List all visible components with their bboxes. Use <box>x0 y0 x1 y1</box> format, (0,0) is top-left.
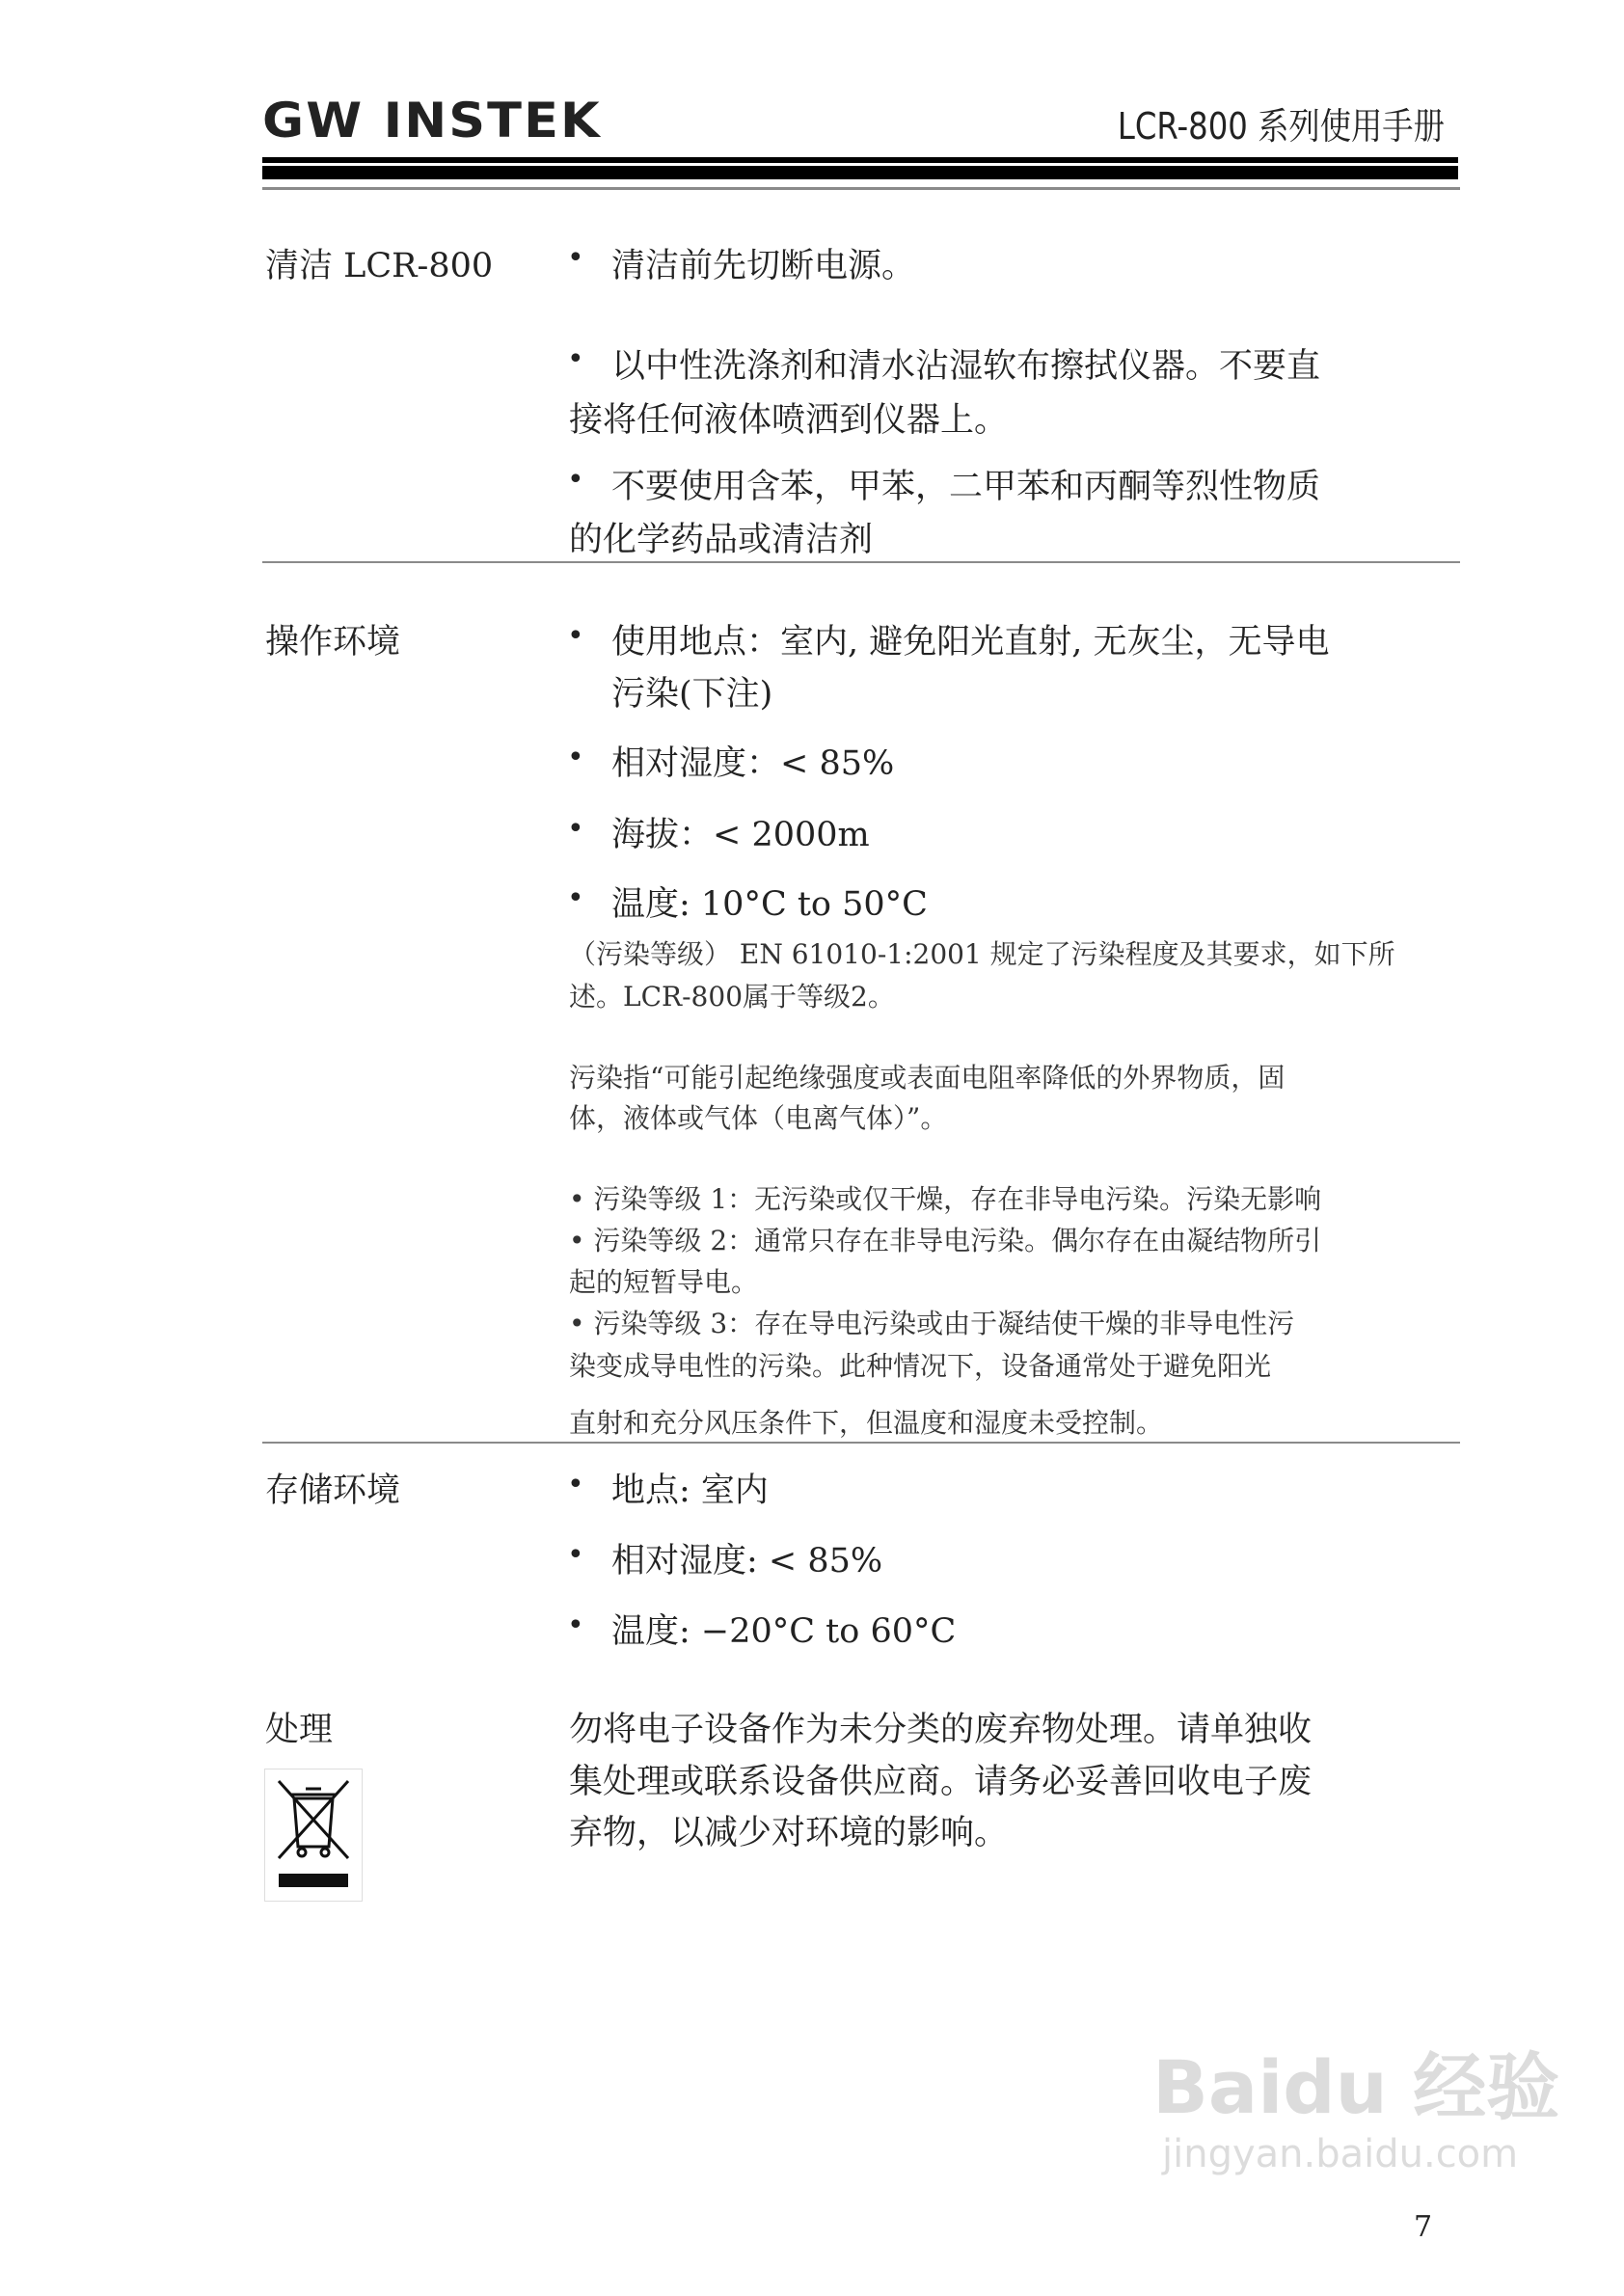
pollution-degree: • 污染等级 2：通常只存在非导电污染。偶尔存在由凝结物所引 <box>569 1225 1322 1256</box>
divider <box>262 187 1460 190</box>
bullet: • <box>567 1468 584 1501</box>
bullet: • <box>567 463 584 497</box>
manual-title: LCR-800 系列使用手册 <box>1117 105 1445 148</box>
bullet: • <box>567 241 584 275</box>
divider <box>262 1442 1460 1444</box>
bullet: • <box>567 1608 584 1642</box>
storage-item: 温度: −20°C to 60°C <box>611 1612 957 1651</box>
section-label-operating: 操作环境 <box>265 623 401 662</box>
pollution-degree: 染变成导电性的污染。此种情况下，设备通常处于避免阳光 <box>569 1350 1272 1382</box>
disposal-text: 勿将电子设备作为未分类的废弃物处理。请单独收 <box>569 1711 1313 1749</box>
weee-bin-icon <box>264 1769 363 1902</box>
operating-item: 温度: 10°C to 50°C <box>611 885 928 924</box>
pollution-note: 污染指“可能引起绝缘强度或表面电阻率降低的外界物质，固 <box>569 1062 1286 1094</box>
operating-item: 海拔：< 2000m <box>611 816 870 854</box>
pollution-degree: • 污染等级 3：存在导电污染或由于凝结使干燥的非导电性污 <box>569 1308 1295 1339</box>
bullet: • <box>567 881 584 915</box>
pollution-note: 述。LCR-800属于等级2。 <box>569 981 895 1013</box>
operating-item: 使用地点：室内, 避免阳光直射, 无灰尘，无导电 <box>611 623 1330 662</box>
pollution-degree: 直射和充分风压条件下，但温度和湿度未受控制。 <box>569 1407 1164 1439</box>
bullet: • <box>567 741 584 774</box>
storage-item: 相对湿度: < 85% <box>611 1542 883 1580</box>
cleaning-item: 清洁前先切断电源。 <box>611 247 916 285</box>
pollution-degree: 起的短暂导电。 <box>569 1266 759 1298</box>
cleaning-item-cont: 的化学药品或清洁剂 <box>569 521 874 559</box>
divider <box>262 561 1460 563</box>
bullet: • <box>567 342 584 376</box>
section-label-storage: 存储环境 <box>265 1472 401 1510</box>
disposal-text: 集处理或联系设备供应商。请务必妥善回收电子废 <box>569 1763 1313 1801</box>
header-rule-thick <box>262 166 1458 179</box>
section-label-disposal: 处理 <box>265 1711 334 1749</box>
pollution-note: 体，液体或气体（电离气体）”。 <box>569 1102 948 1134</box>
bullet: • <box>567 619 584 653</box>
disposal-text: 弃物，以减少对环境的影响。 <box>569 1814 1009 1852</box>
section-label-cleaning: 清洁 LCR-800 <box>265 247 494 285</box>
cleaning-item-cont: 接将任何液体喷洒到仪器上。 <box>569 401 1009 440</box>
storage-item: 地点: 室内 <box>611 1472 769 1510</box>
cleaning-item: 以中性洗涤剂和清水沾湿软布擦拭仪器。不要直 <box>611 347 1321 386</box>
operating-item: 相对湿度：< 85% <box>611 744 895 783</box>
page-number: 7 <box>1414 2210 1433 2244</box>
baidu-watermark <box>1152 2044 1559 2177</box>
gw-instek-logo: GW INSTEK <box>262 93 602 149</box>
watermark-logo: Baidu 经验 <box>1152 2044 1560 2130</box>
pollution-note: （污染等级） EN 61010-1:2001 规定了污染程度及其要求，如下所 <box>569 938 1395 970</box>
bullet: • <box>567 812 584 846</box>
operating-item-cont: 污染(下注) <box>611 675 773 714</box>
pollution-degree: • 污染等级 1：无污染或仅干燥，存在非导电污染。污染无影响 <box>569 1183 1322 1215</box>
bullet: • <box>567 1538 584 1572</box>
cleaning-item: 不要使用含苯，甲苯，二甲苯和丙酮等烈性物质 <box>611 468 1321 506</box>
watermark-url: jingyan.baidu.com <box>1162 2132 1519 2176</box>
header-rule <box>262 157 1458 163</box>
